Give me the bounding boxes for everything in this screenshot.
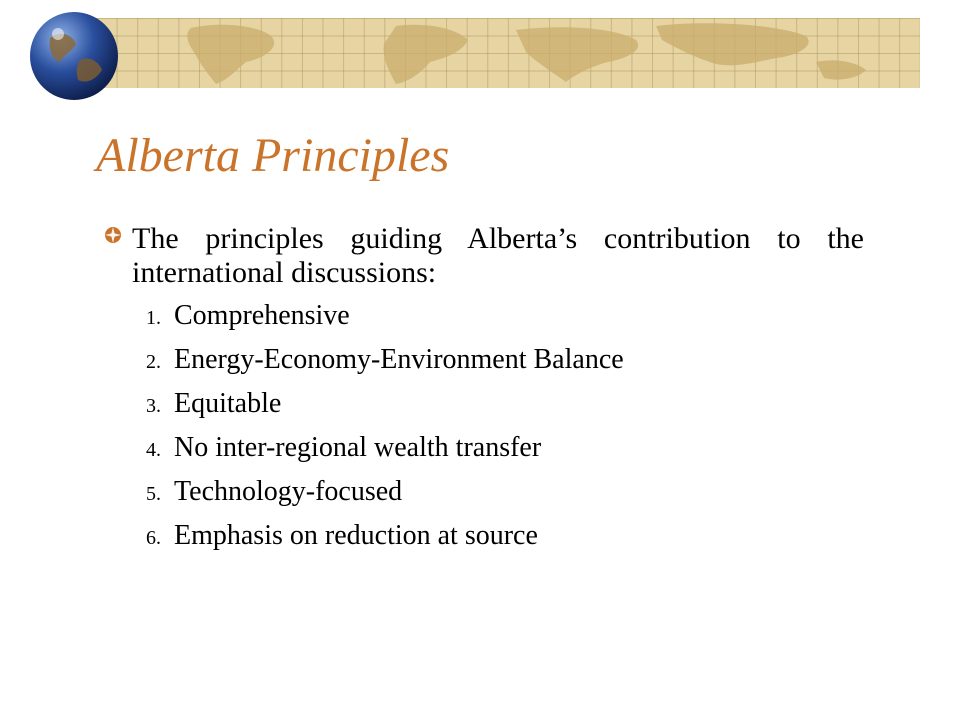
intro-bullet <box>104 222 864 290</box>
list-item <box>146 520 624 564</box>
list-item <box>146 300 624 344</box>
item-text: Emphasis on reduction at source <box>174 520 538 551</box>
item-number: 4. <box>146 439 161 461</box>
item-text: Energy-Economy-Environment Balance <box>174 344 624 375</box>
item-number: 6. <box>146 527 161 549</box>
item-text: No inter-regional wealth transfer <box>174 432 542 463</box>
item-number: 3. <box>146 395 161 417</box>
list-item <box>146 388 624 432</box>
slide-title: Alberta Principles <box>96 129 450 182</box>
item-number: 5. <box>146 483 161 505</box>
compass-bullet-icon <box>104 226 122 244</box>
item-text: Equitable <box>174 388 282 419</box>
principles-list <box>146 300 624 564</box>
world-map-banner <box>96 18 920 88</box>
globe-icon <box>28 10 120 102</box>
list-item <box>146 476 624 520</box>
item-text: Technology-focused <box>174 476 403 507</box>
list-item <box>146 432 624 476</box>
item-number: 1. <box>146 307 161 329</box>
list-item <box>146 344 624 388</box>
item-text: Comprehensive <box>174 300 350 331</box>
intro-text: The principles guiding Alberta’s contribution to the international discussions: <box>132 222 864 289</box>
item-number: 2. <box>146 351 161 373</box>
